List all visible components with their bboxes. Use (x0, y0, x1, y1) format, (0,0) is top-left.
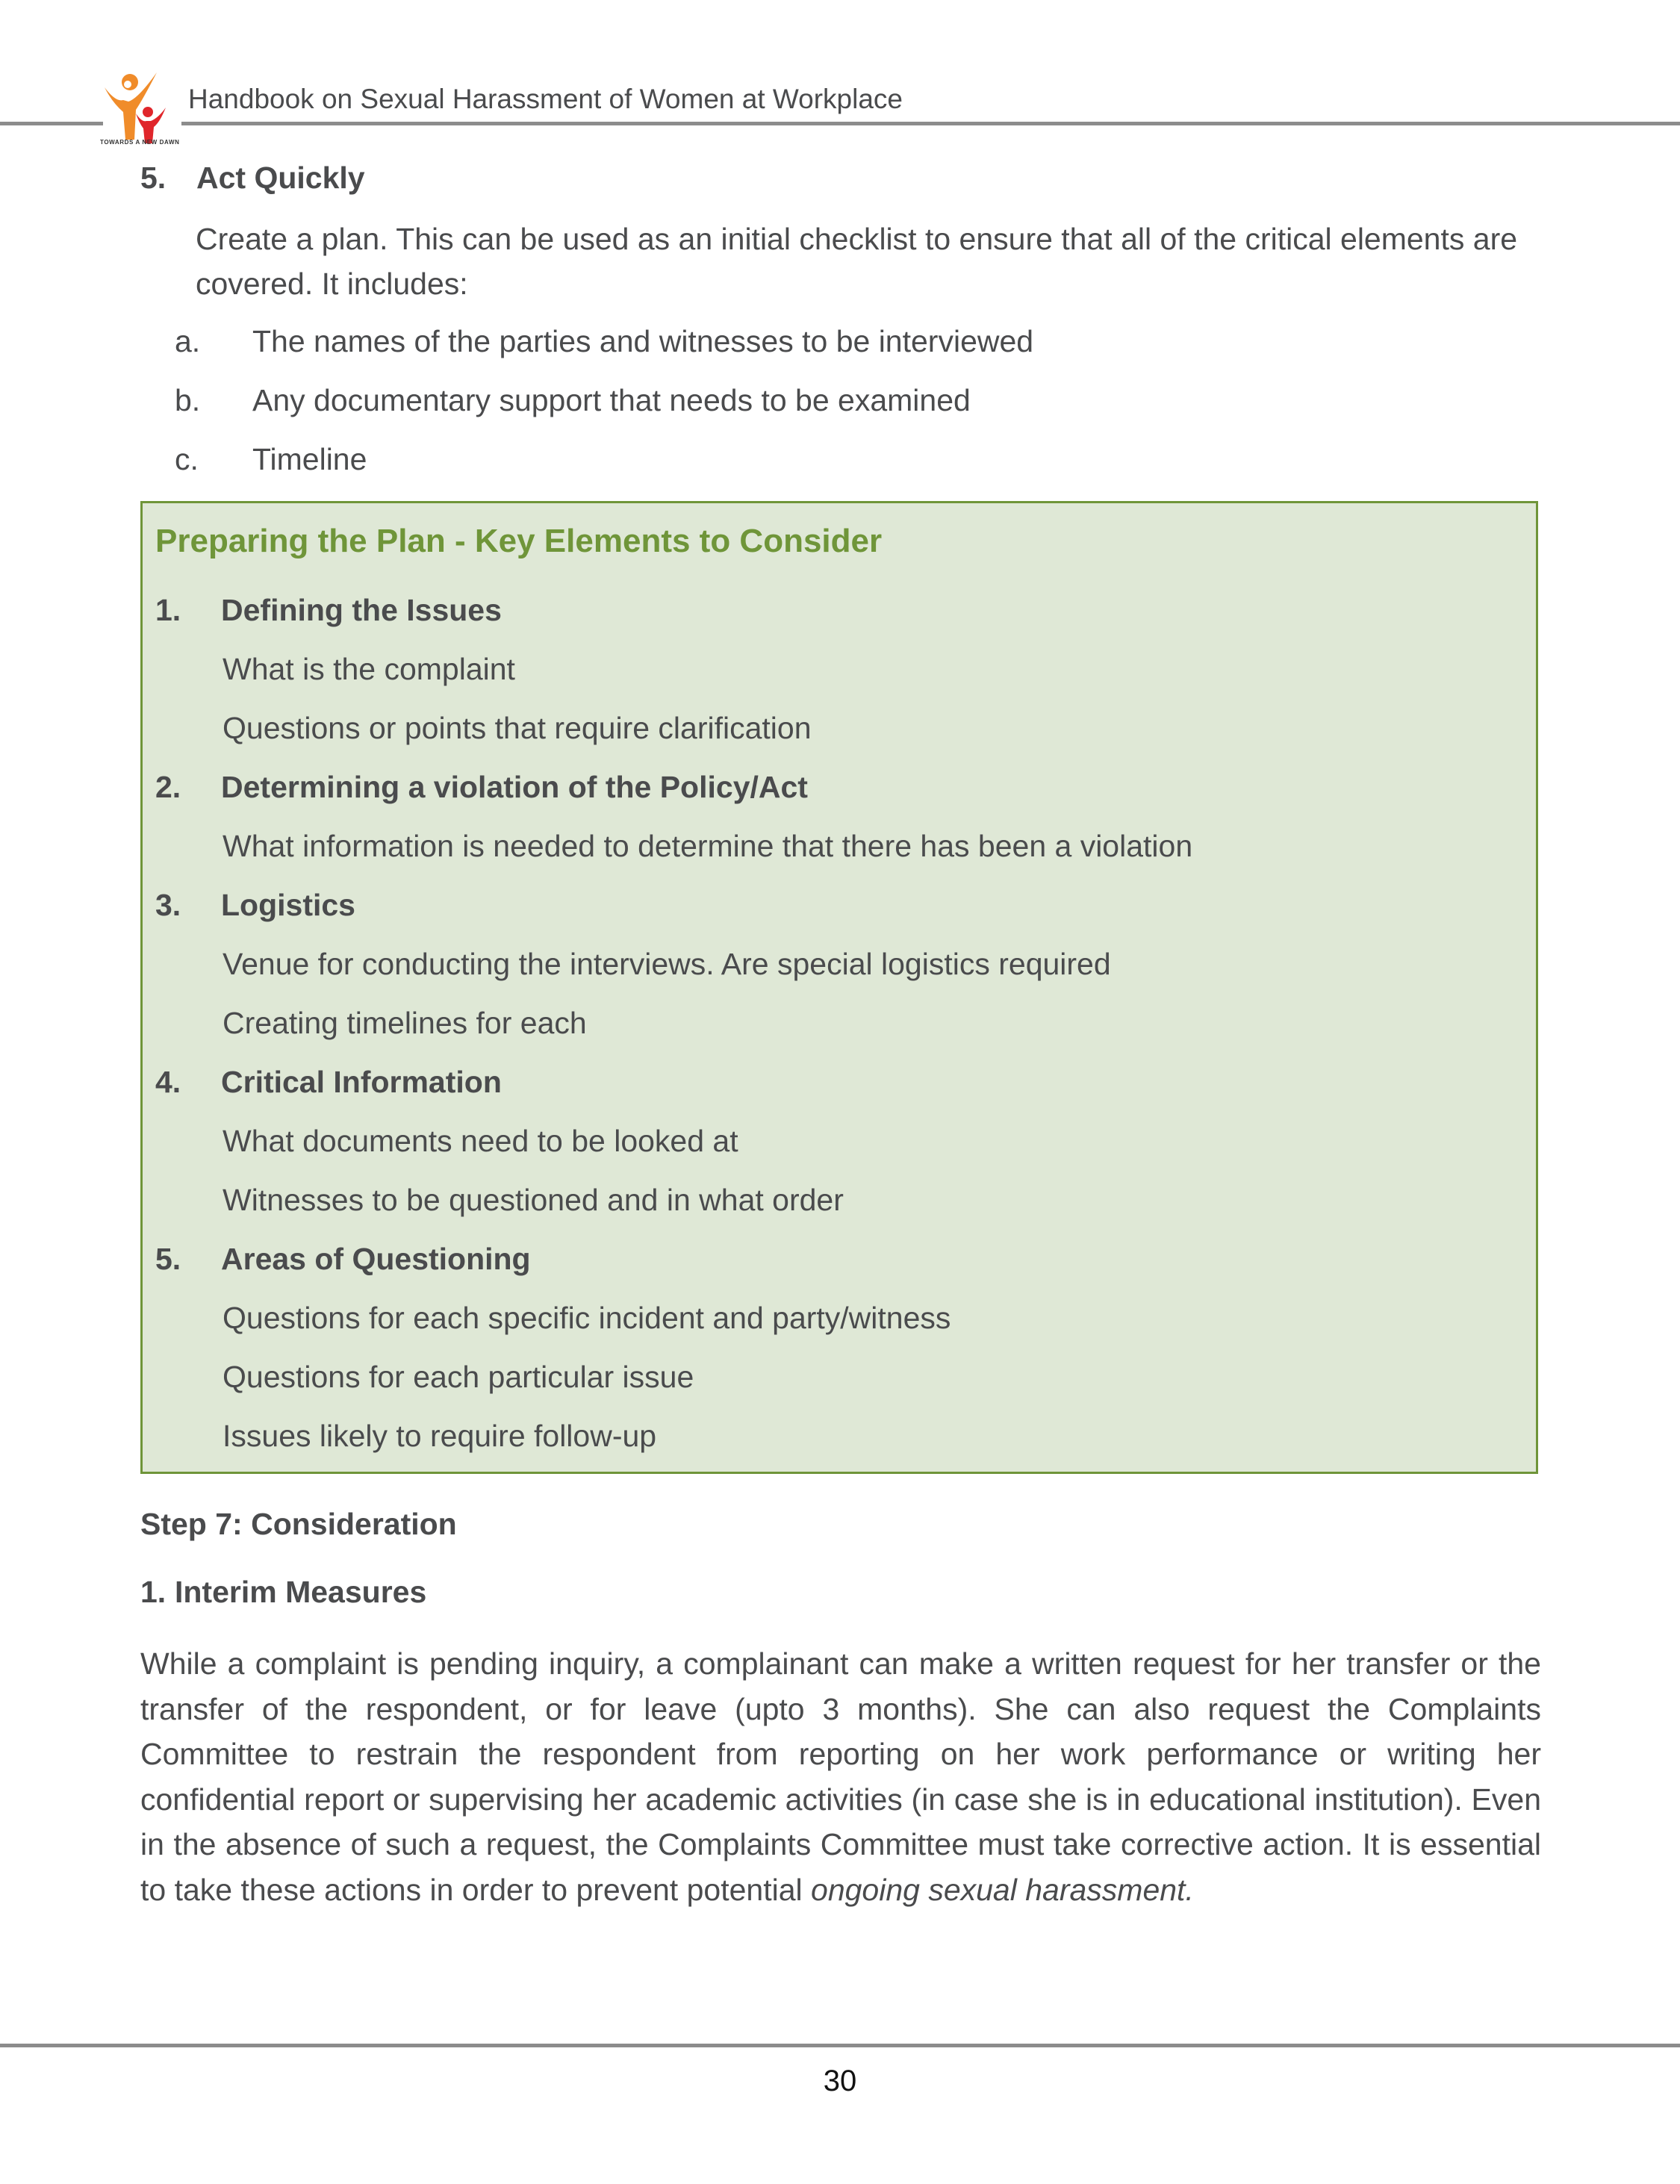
element-point: Witnesses to be questioned and in what order (223, 1183, 844, 1217)
section-title: Act Quickly (196, 161, 365, 195)
element-title: Critical Information (221, 1065, 502, 1099)
list-item (175, 442, 367, 477)
element-point: What is the complaint (223, 652, 515, 686)
subsection-heading (140, 1575, 426, 1610)
step-heading: Step 7: Consideration (140, 1507, 457, 1541)
element-title: Defining the Issues (221, 593, 502, 627)
element-point: Issues likely to require follow-up (223, 1419, 657, 1453)
page-number: 30 (823, 2065, 857, 2097)
element-title: Determining a violation of the Policy/Act (221, 770, 808, 804)
element-number: 1. (155, 593, 181, 627)
header-rule-left (0, 122, 103, 125)
element-number: 2. (155, 770, 181, 804)
element-number: 5. (155, 1242, 181, 1276)
list-item (175, 324, 1033, 359)
element-point: Questions or points that require clarification (223, 711, 812, 745)
element-title: Logistics (221, 888, 355, 922)
paragraph-text: While a complaint is pending inquiry, a complainant can make a written request for her transfer or the transfer of the respondent, or for leave (upto 3 months). She can also request the Complaints Committee to restrain the respondent from reporting on her work performance or writing her confidential report or supervising her academic activities (in case she is in educational institution). Even in the absence of such a request, the Complaints Committee must take corrective action. It is essential to take these actions in order to prevent potential (140, 1646, 1541, 1907)
list-item-label: a. (175, 324, 201, 358)
subsection-number: 1. (140, 1575, 167, 1609)
running-header-title: Handbook on Sexual Harassment of Women at Workplace (188, 84, 903, 114)
list-item-text: Timeline (252, 442, 367, 476)
element-heading (155, 1242, 531, 1277)
section-number: 5. (140, 161, 167, 195)
interim-measures-paragraph (140, 1641, 1541, 1912)
element-title: Areas of Questioning (221, 1242, 531, 1276)
subsection-title: Interim Measures (175, 1575, 427, 1609)
box-title: Preparing the Plan - Key Elements to Consider (155, 523, 883, 559)
plan-key-elements-box (140, 501, 1538, 1474)
element-point: Questions for each particular issue (223, 1360, 694, 1394)
logo-tagline: TOWARDS A NEW DAWN (100, 139, 180, 146)
element-point: Questions for each specific incident and party/witness (223, 1301, 951, 1335)
footer-rule (0, 2044, 1680, 2047)
element-heading (155, 1065, 502, 1100)
element-number: 3. (155, 888, 181, 922)
element-point: Creating timelines for each (223, 1006, 587, 1040)
element-point: Venue for conducting the interviews. Are special logistics required (223, 947, 1111, 981)
element-point: What documents need to be looked at (223, 1124, 738, 1158)
list-item-text: The names of the parties and witnesses to be interviewed (252, 324, 1034, 358)
header-rule-right (181, 122, 1680, 125)
list-item (175, 383, 971, 418)
section-heading-act-quickly (140, 161, 365, 196)
element-heading (155, 770, 808, 805)
element-heading (155, 888, 355, 923)
list-item-text: Any documentary support that needs to be examined (252, 383, 971, 417)
element-point: What information is needed to determine that there has been a violation (223, 829, 1193, 863)
section-intro-paragraph: Create a plan. This can be used as an initial checklist to ensure that all of the critical elements are covered. It includes: (196, 222, 1518, 301)
list-item-label: c. (175, 442, 199, 476)
list-item-label: b. (175, 383, 201, 417)
paragraph-italic-text: ongoing sexual harassment. (811, 1872, 1194, 1907)
element-number: 4. (155, 1065, 181, 1099)
page-header (0, 0, 1680, 157)
element-heading (155, 593, 502, 628)
